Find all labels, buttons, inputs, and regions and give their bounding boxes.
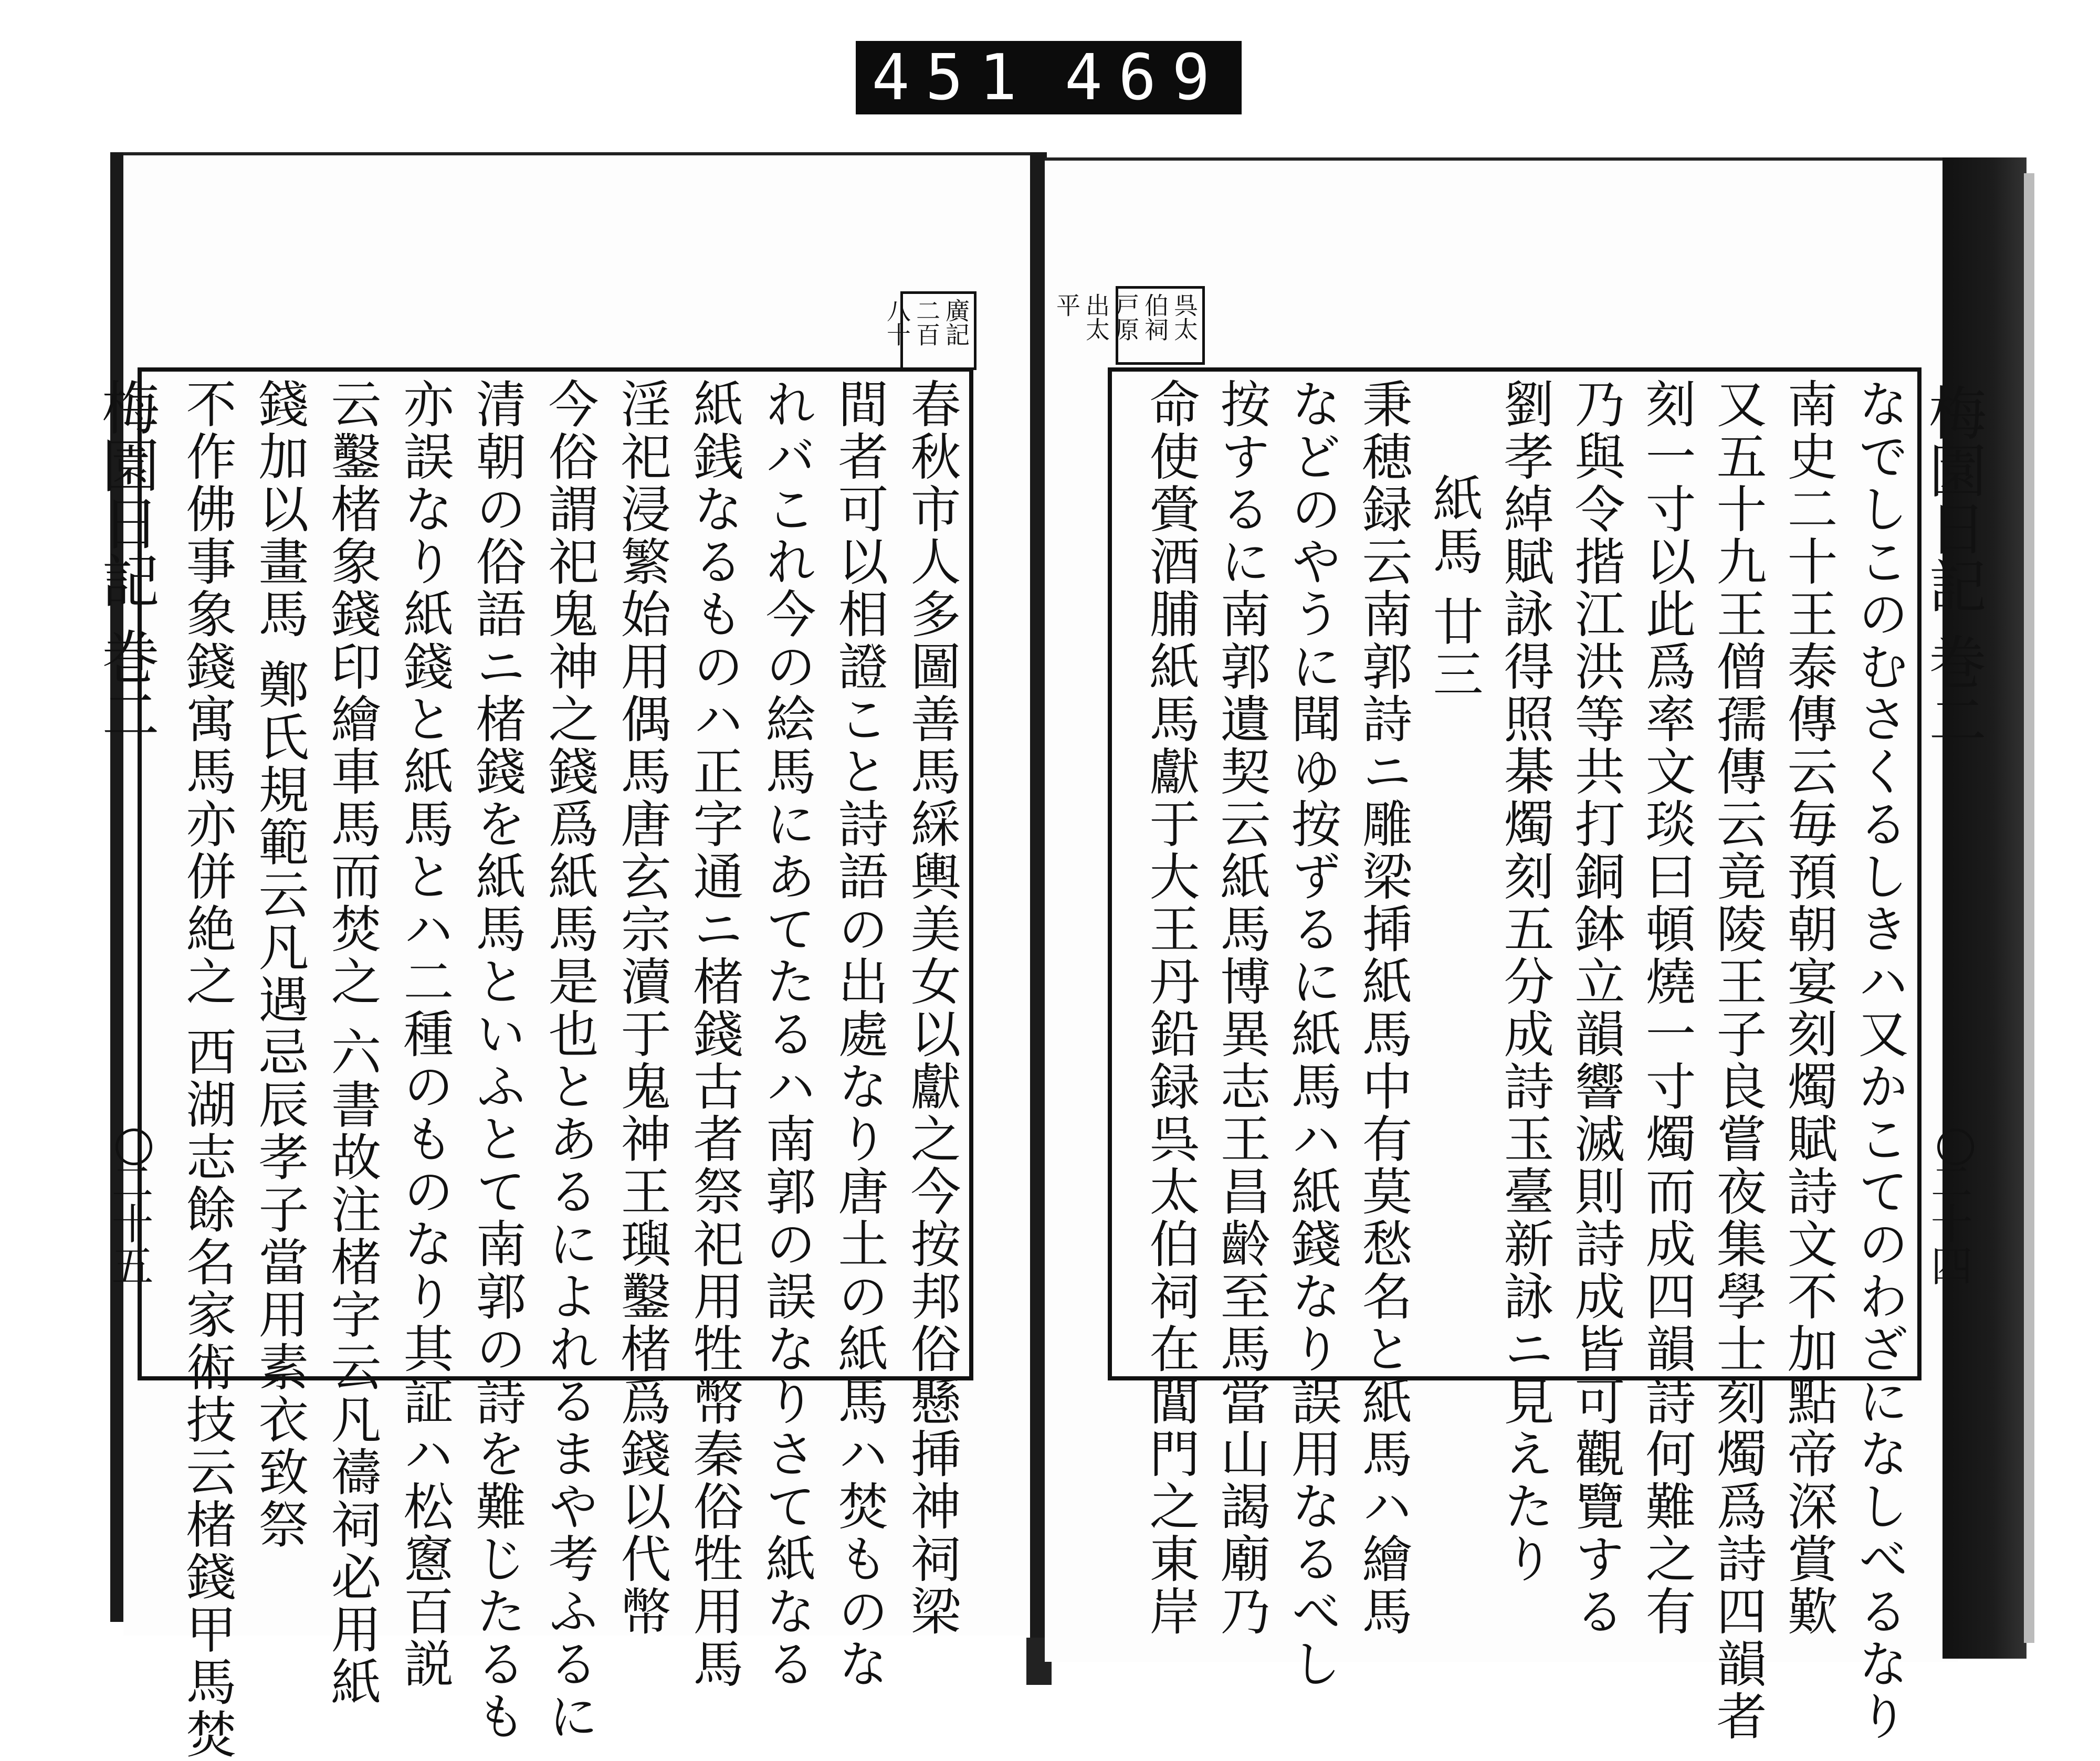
left-folio-number: 二十五 <box>104 1160 153 1286</box>
left-column-11: 不作佛事象錢寓馬亦併絶之 西湖志餘名家術技云楮錢甲馬焚 <box>178 378 237 1761</box>
left-column-7: 清朝の俗語ニ楮錢を紙馬といふとて南郭の詩を難じたるも <box>468 378 527 1743</box>
left-column-10: 錢加以畫馬 鄭氏規範云凡遇忌辰孝子當用素衣致祭 <box>250 378 309 1551</box>
left-column-9: 云鑿楮象錢印繪車馬而焚之 六書故注楮字云凡禱祠必用紙 <box>323 378 382 1709</box>
right-column-10: 命使賫酒脯紙馬獻于大王丹鉛録呉太伯祠在閶門之東岸 <box>1141 378 1200 1638</box>
right-column-6: 劉孝綽賦詠得照棊燭刻五分成詩玉臺新詠ニ見えたり <box>1496 378 1555 1585</box>
right-section-heading: 紙馬 廿三 <box>1425 472 1484 701</box>
right-column-2: 南史二十王泰傳云毎預朝宴刻燭賦詩文不加點帝深賞歎 <box>1779 378 1838 1638</box>
left-column-1: 春秋市人多圖善馬綵輿美女以獻之今按邦俗懸挿神祠梁 <box>902 378 961 1638</box>
right-column-3: 又五十九王僧孺傳云竟陵王子良嘗夜集學士刻燭爲詩四韻者 <box>1708 378 1767 1743</box>
right-margin-note: 呉太伯祠戸原出太平 <box>1116 286 1205 365</box>
page-number-label <box>856 41 1242 114</box>
right-folio-number: 二十四 <box>1924 1160 1972 1286</box>
right-folio-circle <box>1937 1129 1974 1165</box>
right-column-9: 按するに南郭遺契云紙馬博異志王昌齡至馬當山謁廟乃 <box>1212 378 1271 1638</box>
right-book-title: 梅園日記 巻二 <box>1919 383 1987 748</box>
right-column-1: なでしこのむさくるしきハ又かこてのわざになしべるなり <box>1850 378 1909 1743</box>
left-column-6: 今俗謂祀鬼神之錢爲紙馬是也とあるによれるまや考ふるに <box>540 378 599 1743</box>
right-page-number: 469 <box>1064 41 1226 114</box>
right-column-5: 乃與令揩江洪等共打銅鉢立韻響滅則詩成皆可觀覽する <box>1567 378 1625 1638</box>
left-book-title: 梅園日記 巻二 <box>92 378 160 743</box>
right-column-4: 刻一寸以此爲率文琰曰頓燒一寸燭而成四韻詩何難之有 <box>1637 378 1696 1638</box>
left-page-number: 451 <box>872 41 1033 114</box>
left-folio-circle <box>116 1129 152 1165</box>
left-column-8: 亦誤なり紙錢と紙馬とハ二種のものなり其証ハ松窻百説 <box>395 378 454 1690</box>
left-column-5: 淫祀浸繁始用偶馬唐玄宗瀆于鬼神王璵鑿楮爲錢以代幣 <box>613 378 671 1638</box>
left-column-3: れバこれ今の絵馬にあてたるハ南郭の誤なりさて紙なる <box>758 378 816 1690</box>
right-page-edge <box>2024 173 2034 1643</box>
right-binding-edge <box>1942 157 2026 1659</box>
right-column-7: 秉穂録云南郭詩ニ雕梁揷紙馬中有莫愁名と紙馬ハ繪馬 <box>1354 378 1413 1638</box>
left-column-2: 間者可以相證こと詩語の出處なり唐土の紙馬ハ焚ものな <box>830 378 889 1690</box>
right-column-8: などのやうに聞ゆ按ずるに紙馬ハ紙錢なり誤用なるべし <box>1283 378 1342 1690</box>
left-column-4: 紙銭なるものハ正字通ニ楮錢古者祭祀用牲幣秦俗牲用馬 <box>685 378 744 1690</box>
left-margin-note: 廣記二百八十 <box>900 291 976 370</box>
